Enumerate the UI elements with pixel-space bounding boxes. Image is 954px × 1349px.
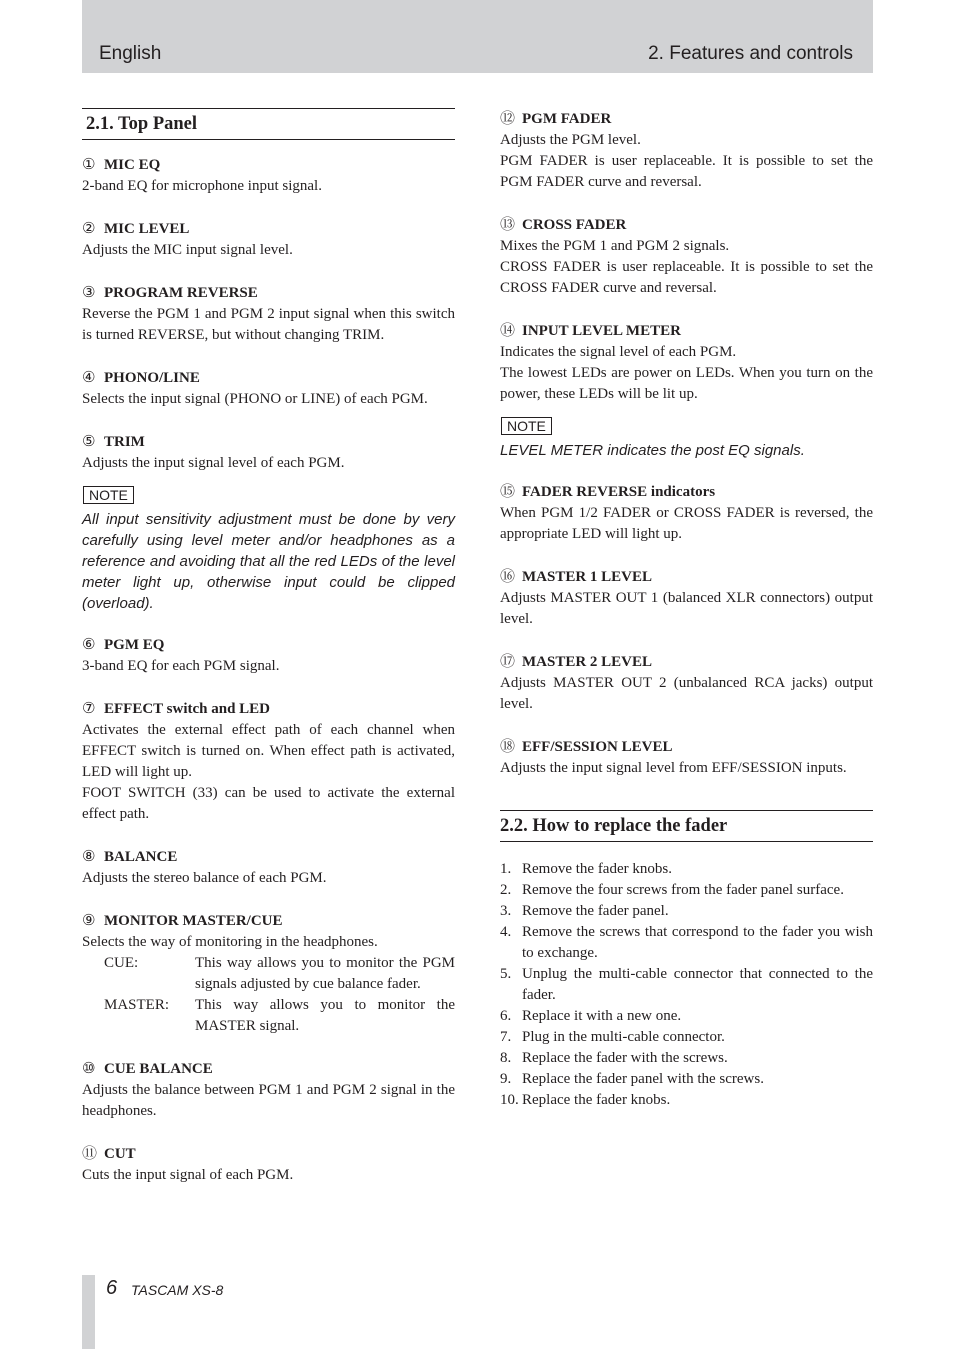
item-description: Adjusts the MIC input signal level. — [82, 242, 293, 258]
item-description: Activates the external effect path of each channel when EFFECT switch is turned on. When effect path is activated, LED will light up. — [82, 722, 455, 780]
item-program-reverse — [82, 282, 455, 346]
item-number: ⑨ — [82, 911, 96, 929]
item-description: Selects the input signal (PHONO or LINE) of each PGM. — [82, 391, 428, 407]
item-number: ⑪ — [82, 1144, 98, 1162]
item-title: PROGRAM REVERSE — [104, 285, 258, 301]
item-number: ⑯ — [500, 567, 516, 585]
step-text: Replace the fader with the screws. — [522, 1050, 728, 1066]
page-number: 6 — [106, 1277, 118, 1299]
list-item — [500, 1069, 873, 1090]
list-item — [500, 964, 873, 1006]
note-badge: NOTE — [83, 486, 134, 504]
item-number: ⑱ — [500, 737, 516, 755]
step-number: 10. — [500, 1092, 519, 1108]
item-effect-switch — [82, 698, 455, 825]
right-column — [500, 108, 873, 1111]
step-number: 4. — [500, 924, 512, 940]
step-text: Remove the fader knobs. — [522, 861, 672, 877]
step-text: Remove the four screws from the fader panel surface. — [522, 882, 844, 898]
item-description: Mixes the PGM 1 and PGM 2 signals. — [500, 238, 730, 254]
item-cue-balance — [82, 1058, 455, 1122]
item-title: BALANCE — [104, 849, 178, 865]
item-title: EFFECT switch and LED — [104, 701, 271, 717]
list-item — [500, 1006, 873, 1027]
step-text: Remove the fader panel. — [522, 903, 669, 919]
item-number: ⑬ — [500, 215, 516, 233]
item-description: Adjusts MASTER OUT 1 (balanced XLR connectors) output level. — [500, 590, 873, 627]
item-description: 3-band EQ for each PGM signal. — [82, 658, 280, 674]
item-eff-session-level — [500, 736, 873, 779]
item-number: ③ — [82, 283, 96, 301]
list-item — [500, 1048, 873, 1069]
note-badge: NOTE — [501, 417, 552, 435]
definition-term: MASTER: — [104, 997, 170, 1013]
item-input-level-meter — [500, 320, 873, 405]
monitor-definitions — [104, 953, 455, 1037]
item-number: ⑤ — [82, 432, 96, 450]
step-number: 1. — [500, 861, 512, 877]
item-description: Selects the way of monitoring in the headphones. — [82, 934, 378, 950]
item-title: CUT — [104, 1146, 136, 1162]
step-number: 3. — [500, 903, 512, 919]
step-number: 8. — [500, 1050, 512, 1066]
footer-brand: TASCAM XS-8 — [131, 1282, 224, 1298]
item-title: CROSS FADER — [522, 217, 627, 233]
item-number: ① — [82, 155, 96, 173]
left-column — [82, 108, 455, 1207]
item-pgm-eq — [82, 634, 455, 677]
step-text: Remove the screws that correspond to the fader you wish to exchange. — [522, 924, 873, 961]
step-text: Plug in the multi-cable connector. — [522, 1029, 725, 1045]
item-cross-fader — [500, 214, 873, 299]
section-title-replace-fader: 2.2. How to replace the fader — [500, 810, 873, 842]
item-balance — [82, 846, 455, 889]
step-number: 7. — [500, 1029, 512, 1045]
item-number: ⑫ — [500, 109, 516, 127]
note-text: LEVEL METER indicates the post EQ signals. — [500, 442, 805, 459]
list-item — [500, 1090, 873, 1111]
item-title: CUE BALANCE — [104, 1061, 213, 1077]
item-mic-eq — [82, 154, 455, 197]
page-header — [82, 0, 873, 73]
header-language: English — [99, 43, 162, 64]
definition-text: This way allows you to monitor the PGM signals adjusted by cue balance fader. — [195, 955, 455, 992]
item-description-extra: CROSS FADER is user replaceable. It is possible to set the CROSS FADER curve and reversal. — [500, 259, 873, 296]
item-description-extra: The lowest LEDs are power on LEDs. When you turn on the power, these LEDs will be lit up. — [500, 365, 873, 402]
item-title: PGM EQ — [104, 637, 165, 653]
item-title: MASTER 1 LEVEL — [522, 569, 653, 585]
step-text: Replace it with a new one. — [522, 1008, 682, 1024]
item-description: Adjusts the balance between PGM 1 and PGM 2 signal in the headphones. — [82, 1082, 455, 1119]
item-description: Cuts the input signal of each PGM. — [82, 1167, 294, 1183]
item-number: ⑩ — [82, 1059, 96, 1077]
item-description: Adjusts the PGM level. — [500, 132, 641, 148]
definition-row — [104, 953, 455, 995]
list-item — [500, 880, 873, 901]
item-description: Indicates the signal level of each PGM. — [500, 344, 737, 360]
item-mic-level — [82, 218, 455, 261]
item-number: ⑥ — [82, 635, 96, 653]
item-title: INPUT LEVEL METER — [522, 323, 681, 339]
item-title: MIC EQ — [104, 157, 161, 173]
item-title: TRIM — [104, 434, 145, 450]
list-item — [500, 859, 873, 880]
item-description: Reverse the PGM 1 and PGM 2 input signal when this switch is turned REVERSE, but without changing TRIM. — [82, 306, 455, 343]
item-number: ⑦ — [82, 699, 96, 717]
item-number: ⑭ — [500, 321, 516, 339]
item-title: MIC LEVEL — [104, 221, 190, 237]
step-text: Unplug the multi-cable connector that connected to the fader. — [522, 966, 873, 1003]
item-number: ④ — [82, 368, 96, 386]
step-number: 6. — [500, 1008, 512, 1024]
note-text: All input sensitivity adjustment must be done by very carefully using level meter and/or headphones as a reference and avoiding that all the red LEDs of the level meter light up, otherwise input could be clipped (overload). — [82, 511, 455, 612]
item-title: EFF/SESSION LEVEL — [522, 739, 673, 755]
step-text: Replace the fader panel with the screws. — [522, 1071, 764, 1087]
item-number: ⑧ — [82, 847, 96, 865]
definition-term: CUE: — [104, 955, 139, 971]
definition-row — [104, 995, 455, 1037]
footer-bar — [82, 1275, 95, 1349]
list-item — [500, 1027, 873, 1048]
item-title: MASTER 2 LEVEL — [522, 654, 653, 670]
item-cut — [82, 1143, 455, 1186]
section-title-top-panel: 2.1. Top Panel — [82, 108, 455, 140]
header-chapter: 2. Features and controls — [648, 43, 853, 64]
definition-text: This way allows you to monitor the MASTER signal. — [195, 997, 455, 1034]
item-description: Adjusts MASTER OUT 2 (unbalanced RCA jacks) output level. — [500, 675, 873, 712]
list-item — [500, 922, 873, 964]
item-description: Adjusts the input signal level from EFF/SESSION inputs. — [500, 760, 847, 776]
item-title: PGM FADER — [522, 111, 612, 127]
item-monitor-master-cue — [82, 910, 455, 1037]
item-number: ⑮ — [500, 482, 516, 500]
item-description: 2-band EQ for microphone input signal. — [82, 178, 322, 194]
item-pgm-fader — [500, 108, 873, 193]
item-phono-line — [82, 367, 455, 410]
step-text: Replace the fader knobs. — [522, 1092, 671, 1108]
step-number: 5. — [500, 966, 512, 982]
item-title: PHONO/LINE — [104, 370, 200, 386]
item-description: Adjusts the input signal level of each PGM. — [82, 455, 345, 471]
item-master-2-level — [500, 651, 873, 715]
item-description: When PGM 1/2 FADER or CROSS FADER is reversed, the appropriate LED will light up. — [500, 505, 873, 542]
item-description-extra: PGM FADER is user replaceable. It is possible to set the PGM FADER curve and reversal. — [500, 153, 873, 190]
step-number: 2. — [500, 882, 512, 898]
item-title: MONITOR MASTER/CUE — [104, 913, 283, 929]
item-number: ⑰ — [500, 652, 516, 670]
list-item — [500, 901, 873, 922]
step-number: 9. — [500, 1071, 512, 1087]
item-description-extra: FOOT SWITCH (33) can be used to activate the external effect path. — [82, 785, 455, 822]
replace-fader-steps — [500, 859, 873, 1111]
item-fader-reverse-indicators — [500, 481, 873, 545]
item-number: ② — [82, 219, 96, 237]
item-description: Adjusts the stereo balance of each PGM. — [82, 870, 327, 886]
item-master-1-level — [500, 566, 873, 630]
item-trim — [82, 431, 455, 474]
item-title: FADER REVERSE indicators — [522, 484, 716, 500]
